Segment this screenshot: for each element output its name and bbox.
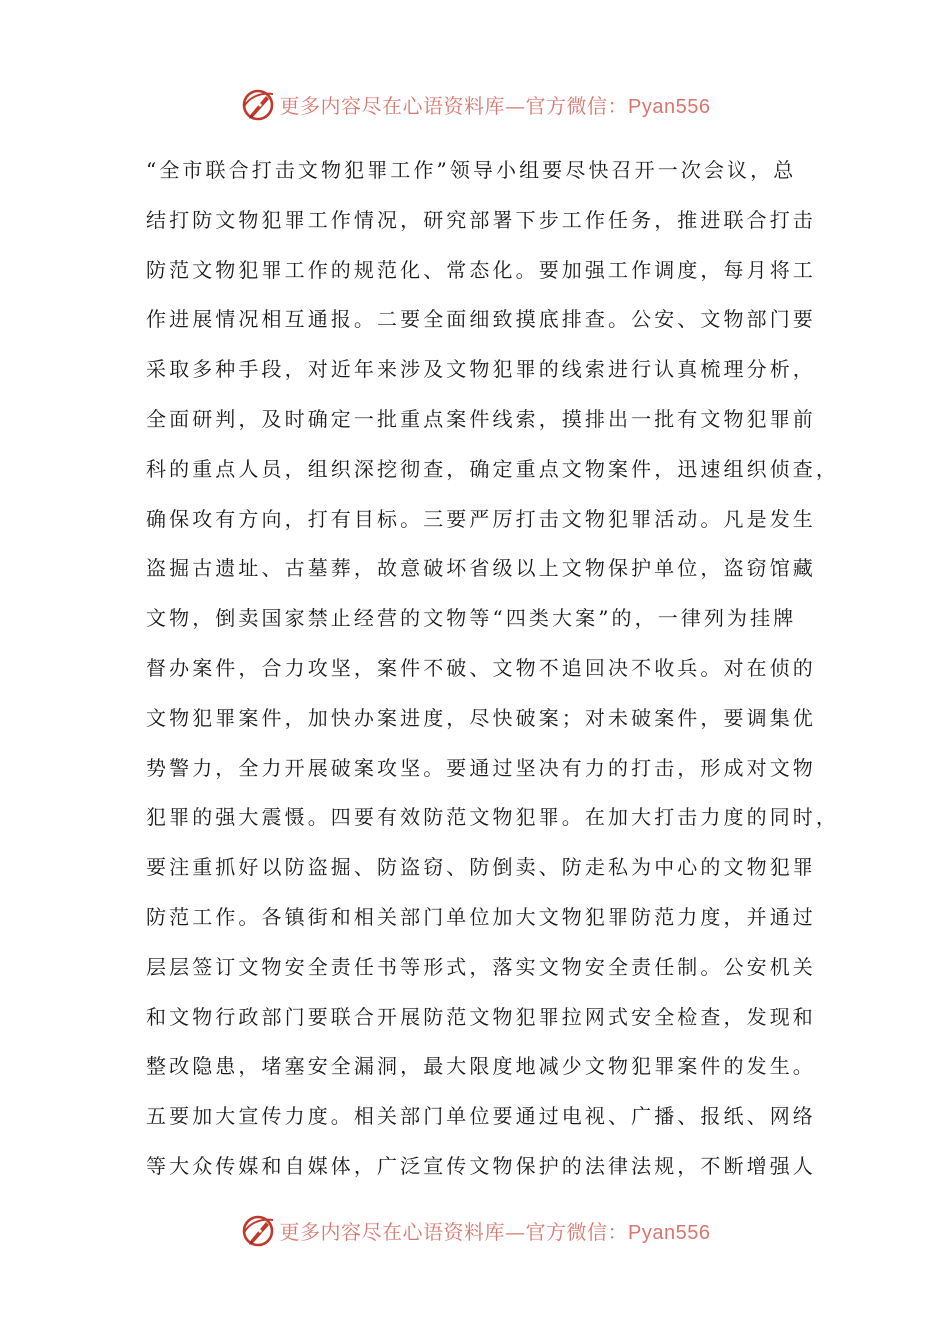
text-line: “全市联合打击文物犯罪工作”领导小组要尽快召开一次会议，总 (146, 158, 797, 182)
text-line: 等大众传媒和自媒体，广泛宣传文物保护的法律法规，不断增强人 (146, 1153, 816, 1178)
watermark-text: 更多内容尽在心语资料库—官方微信： (279, 93, 629, 118)
text-line: 犯罪的强大震慑。四要有效防范文物犯罪。在加大打击力度的同时， (146, 805, 839, 830)
header-watermark (0, 84, 950, 124)
text-line: 防范文物犯罪工作的规范化、常态化。要加强工作调度，每月将工 (146, 257, 816, 282)
text-line: 势警力，全力开展破案攻坚。要通过坚决有力的打击，形成对文物 (146, 755, 816, 780)
text-line: 全面研判，及时确定一批重点案件线索，摸排出一批有文物犯罪前 (146, 406, 816, 431)
text-line: 结打防文物犯罪工作情况，研究部署下步工作任务，推进联合打击 (146, 207, 816, 232)
text-line: 要注重抓好以防盗掘、防盗窃、防倒卖、防走私为中心的文物犯罪 (146, 855, 816, 880)
text-line: 五要加大宣传力度。相关部门单位要通过电视、广播、报纸、网络 (146, 1104, 816, 1129)
text-line: 督办案件，合力攻坚，案件不破、文物不追回决不收兵。对在侦的 (146, 655, 816, 680)
document-body (146, 150, 839, 1196)
text-line: 采取多种手段，对近年来涉及文物犯罪的线索进行认真梳理分析， (146, 357, 816, 382)
text-line: 文物，倒卖国家禁止经营的文物等“四类大案”的，一律列为挂牌 (146, 606, 797, 631)
text-line: 盗掘古遗址、古墓葬，故意破坏省级以上文物保护单位，盗窃馆藏 (146, 556, 816, 581)
text-line: 文物犯罪案件，加快办案进度，尽快破案；对未破案件，要调集优 (146, 705, 816, 730)
footer-watermark (0, 1210, 950, 1250)
text-line: 层层签订文物安全责任书等形式，落实文物安全责任制。公安机关 (146, 954, 816, 979)
text-line: 防范工作。各镇街和相关部门单位加大文物犯罪防范力度，并通过 (146, 904, 816, 929)
text-line: 作进展情况相互通报。二要全面细致摸底排查。公安、文物部门要 (146, 307, 816, 332)
text-line: 确保攻有方向，打有目标。三要严厉打击文物犯罪活动。凡是发生 (146, 506, 816, 531)
text-line: 和文物行政部门要联合开展防范文物犯罪拉网式安全检查，发现和 (146, 1004, 816, 1029)
watermark-text: 更多内容尽在心语资料库—官方微信： (279, 1219, 629, 1244)
text-line: 科的重点人员，组织深挖彻查，确定重点文物案件，迅速组织侦查， (146, 456, 839, 481)
watermark-wechat-id: Pyan556 (628, 95, 711, 118)
pen-nib-circle-icon (240, 86, 276, 122)
pen-nib-circle-icon (240, 1212, 276, 1248)
text-line: 整改隐患，堵塞安全漏洞，最大限度地减少文物犯罪案件的发生。 (146, 1054, 816, 1079)
watermark-wechat-id: Pyan556 (628, 1221, 711, 1244)
